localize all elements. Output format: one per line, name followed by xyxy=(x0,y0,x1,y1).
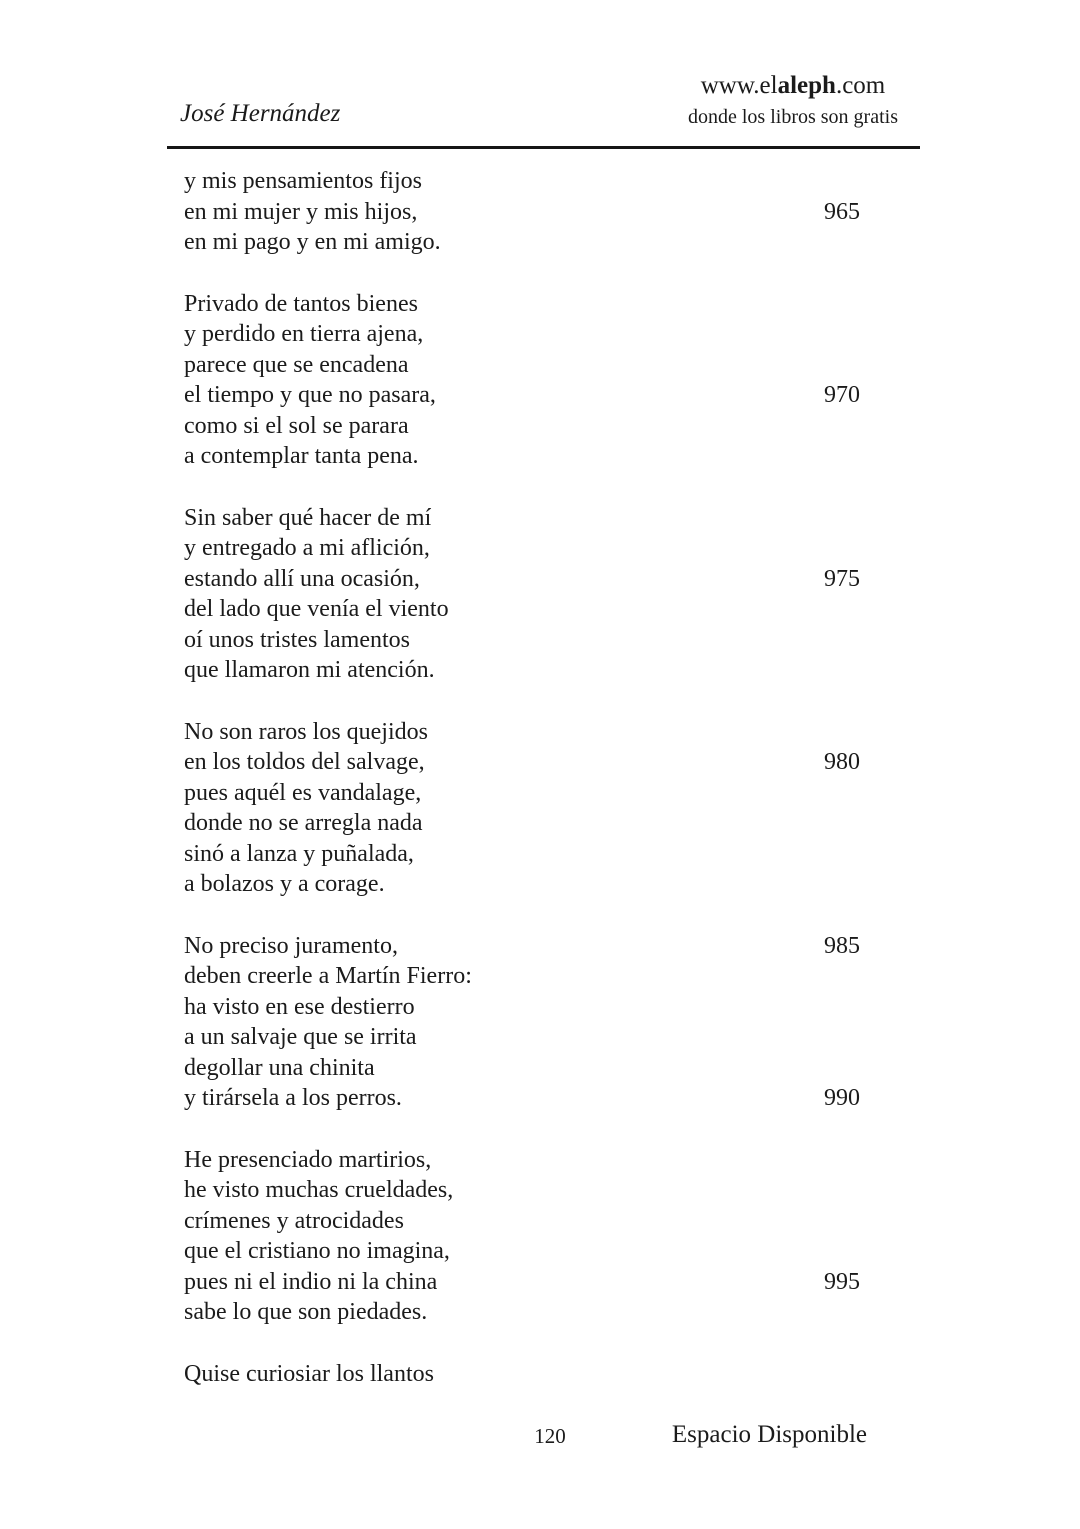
poem-line xyxy=(184,1206,860,1237)
site-url-prefix: www.el xyxy=(700,72,778,99)
line-text: Privado de tantos bienes xyxy=(184,290,418,317)
line-text: sinó a lanza y puñalada, xyxy=(184,840,414,867)
site-url-bold: aleph xyxy=(777,72,836,99)
poem-line xyxy=(184,1267,860,1298)
poem-line xyxy=(184,655,860,686)
stanza xyxy=(184,503,860,686)
line-text: que llamaron mi atención. xyxy=(184,657,435,683)
line-number: 990 xyxy=(824,1085,860,1111)
poem-line xyxy=(184,503,860,534)
footer-watermark: Espacio Disponible xyxy=(671,1421,867,1448)
poem-line xyxy=(184,411,860,442)
stanza xyxy=(184,1359,860,1390)
poem-line xyxy=(184,992,860,1023)
poem-line xyxy=(184,1359,860,1390)
line-text: degollar una chinita xyxy=(184,1054,375,1081)
author-name: José Hernández xyxy=(180,100,341,127)
poem-line xyxy=(184,166,860,197)
poem-line xyxy=(184,319,860,350)
poem-line xyxy=(184,533,860,564)
poem-line xyxy=(184,1053,860,1084)
poem-line xyxy=(184,778,860,809)
poem-line xyxy=(184,1145,860,1176)
line-text: el tiempo y que no pasara, xyxy=(184,382,436,408)
line-text: a bolazos y a corage. xyxy=(184,871,385,897)
line-number: 980 xyxy=(824,749,860,775)
line-number: 965 xyxy=(824,198,860,225)
line-text: a un salvaje que se irrita xyxy=(184,1024,417,1050)
line-text: y mis pensamientos fijos xyxy=(184,168,422,194)
poem-line xyxy=(184,1236,860,1267)
line-text: ha visto en ese destierro xyxy=(184,993,415,1020)
poem-line xyxy=(184,564,860,595)
line-text: No son raros los quejidos xyxy=(184,718,428,745)
line-text: crímenes y atrocidades xyxy=(184,1207,404,1234)
site-header xyxy=(688,72,898,129)
poem-line xyxy=(184,1297,860,1328)
stanza xyxy=(184,1145,860,1328)
poem-line xyxy=(184,594,860,625)
line-text: pues aquél es vandalage, xyxy=(184,779,422,806)
line-text: Quise curiosiar los llantos xyxy=(184,1360,434,1387)
poem-line xyxy=(184,197,860,228)
site-url xyxy=(688,72,898,101)
page-number: 120 xyxy=(534,1424,566,1448)
line-text: deben creerle a Martín Fierro: xyxy=(184,963,472,989)
poem-line xyxy=(184,717,860,748)
poem-line xyxy=(184,441,860,472)
poem-line xyxy=(184,1175,860,1206)
line-number: 985 xyxy=(824,932,860,959)
poem-line xyxy=(184,1083,860,1114)
line-text: como si el sol se parara xyxy=(184,412,409,439)
line-text: oí unos tristes lamentos xyxy=(184,626,410,653)
poem-line xyxy=(184,380,860,411)
line-text: donde no se arregla nada xyxy=(184,810,423,836)
line-text: y tirársela a los perros. xyxy=(184,1085,402,1111)
line-text: Sin saber qué hacer de mí xyxy=(184,504,432,531)
line-number: 970 xyxy=(824,382,860,408)
line-text: a contemplar tanta pena. xyxy=(184,443,419,469)
stanza xyxy=(184,289,860,472)
poem xyxy=(184,166,860,1420)
poem-line xyxy=(184,227,860,258)
poem-line xyxy=(184,289,860,320)
header-rule xyxy=(167,146,920,149)
site-tagline: donde los libros son gratis xyxy=(688,105,898,128)
stanza xyxy=(184,717,860,900)
stanza xyxy=(184,166,860,258)
site-url-suffix: .com xyxy=(835,72,886,99)
poem-line xyxy=(184,747,860,778)
line-text: parece que se encadena xyxy=(184,351,409,378)
line-text: estando allí una ocasión, xyxy=(184,565,420,592)
line-text: en los toldos del salvage, xyxy=(184,749,425,775)
poem-line xyxy=(184,1022,860,1053)
line-text: que el cristiano no imagina, xyxy=(184,1238,450,1264)
line-number: 975 xyxy=(824,565,860,592)
poem-line xyxy=(184,808,860,839)
line-number: 995 xyxy=(824,1268,860,1295)
line-text: sabe lo que son piedades. xyxy=(184,1299,428,1325)
poem-line xyxy=(184,625,860,656)
line-text: pues ni el indio ni la china xyxy=(184,1268,438,1295)
poem-line xyxy=(184,350,860,381)
poem-line xyxy=(184,961,860,992)
line-text: y perdido en tierra ajena, xyxy=(184,321,424,347)
line-text: No preciso juramento, xyxy=(184,932,398,959)
poem-line xyxy=(184,839,860,870)
poem-line xyxy=(184,931,860,962)
stanza xyxy=(184,931,860,1114)
line-text: y entregado a mi aflición, xyxy=(184,535,430,561)
line-text: del lado que venía el viento xyxy=(184,596,449,622)
line-text: He presenciado martirios, xyxy=(184,1146,432,1173)
line-text: en mi mujer y mis hijos, xyxy=(184,198,418,225)
line-text: en mi pago y en mi amigo. xyxy=(184,229,441,255)
poem-line xyxy=(184,869,860,900)
line-text: he visto muchas crueldades, xyxy=(184,1177,454,1203)
